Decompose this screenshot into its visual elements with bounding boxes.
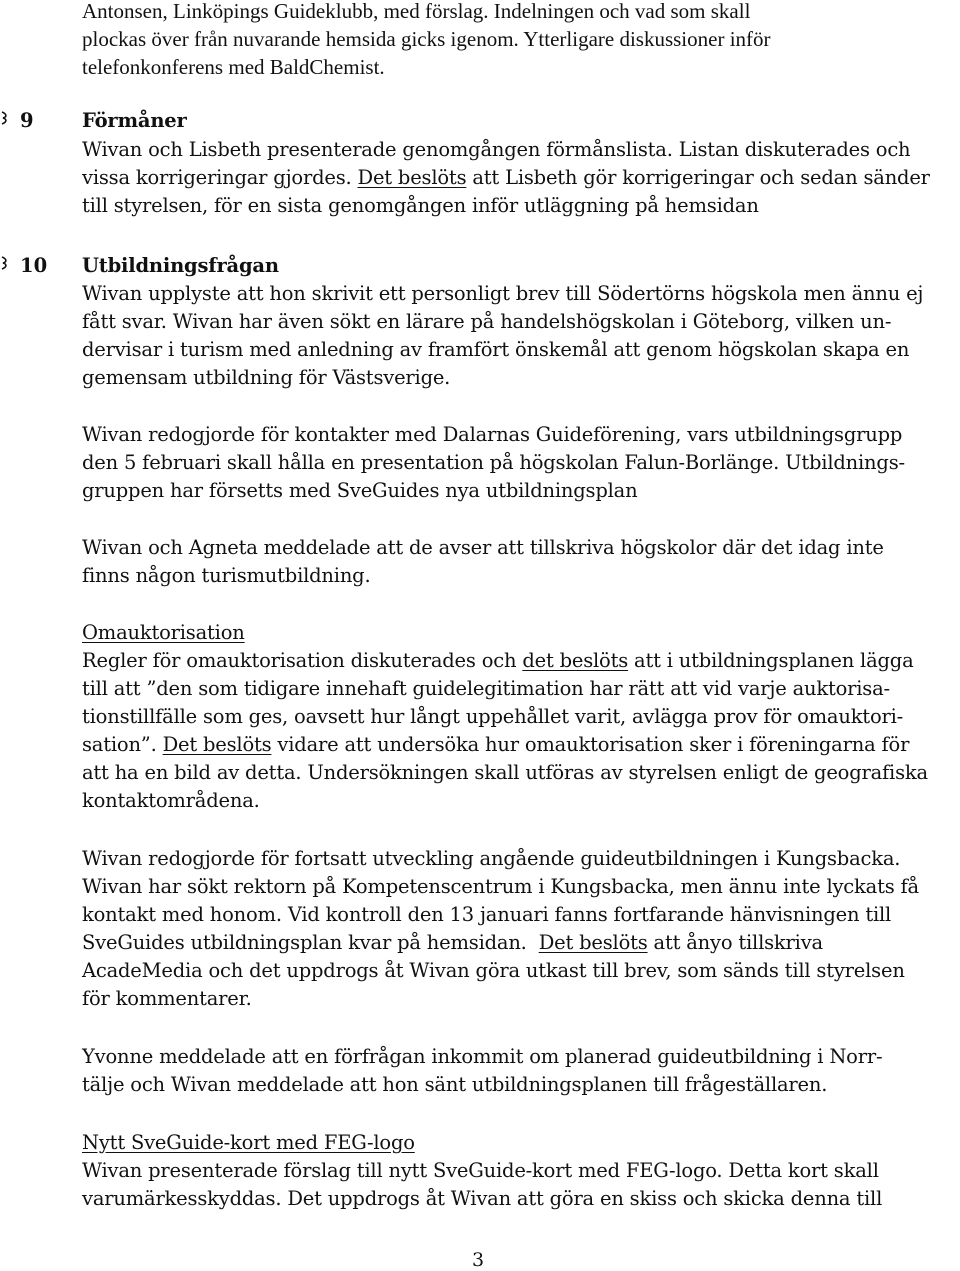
- decision-phrase: Det beslöts: [538, 931, 648, 954]
- text-run: att ånyo tillskriva: [647, 931, 823, 954]
- page-number: 3: [472, 1249, 485, 1271]
- paragraph-line: den 5 februari skall hålla en presentation på högskolan Falun-Borlänge. Utbildnings-: [82, 451, 905, 474]
- sveguide-card-heading: Nytt SveGuide-kort med FEG-logo: [82, 1131, 415, 1154]
- paragraph-line: till att ”den som tidigare innehaft guidelegitimation har rätt att vid varje auktorisa-: [82, 677, 890, 700]
- paragraph-line: tälje och Wivan meddelade att hon sänt utbildningsplanen till frågeställaren.: [82, 1073, 828, 1096]
- paragraph-line: Wivan presenterade förslag till nytt SveGuide-kort med FEG-logo. Detta kort skall: [82, 1159, 879, 1182]
- intro-line-2: plockas över från nuvarande hemsida gicks igenom. Ytterligare diskussioner inför: [82, 27, 771, 51]
- decision-phrase: det beslöts: [522, 649, 629, 672]
- paragraph-line: kontaktområdena.: [82, 789, 260, 812]
- paragraph-line: för kommentarer.: [82, 987, 252, 1010]
- paragraph-line: tionstillfälle som ges, oavsett hur långt uppehållet varit, avlägga prov för omauktori-: [82, 705, 904, 728]
- paragraph-line: AcadeMedia och det uppdrogs åt Wivan göra utkast till brev, som sänds till styrelsen: [82, 959, 905, 982]
- paragraph-line: dervisar i turism med anledning av framfört önskemål att genom högskolan skapa en: [82, 338, 910, 361]
- text-run: vissa korrigeringar gjordes.: [82, 166, 358, 189]
- section-9-number: 9: [20, 109, 34, 132]
- paragraph-line: kontakt med honom. Vid kontroll den 13 januari fanns fortfarande hänvisningen till: [82, 903, 892, 926]
- paragraph-line: [82, 731, 909, 759]
- text-run: sation”.: [82, 733, 163, 756]
- paragraph-line: Wivan och Agneta meddelade att de avser att tillskriva högskolor där det idag inte: [82, 536, 884, 559]
- intro-line-3: telefonkonferens med BaldChemist.: [82, 55, 385, 79]
- text-run: Regler för omauktorisation diskuterades och: [82, 649, 523, 672]
- section-9-line-2: [82, 164, 930, 192]
- omauktorisation-heading: Omauktorisation: [82, 621, 245, 644]
- paragraph-line: Yvonne meddelade att en förfrågan inkommit om planerad guideutbildning i Norr-: [82, 1045, 883, 1068]
- wavy-bullet-icon: [0, 111, 10, 123]
- paragraph-line: Wivan har sökt rektorn på Kompetenscentrum i Kungsbacka, men ännu inte lyckats få: [82, 875, 919, 898]
- section-10-title: Utbildningsfrågan: [82, 254, 279, 277]
- paragraph-line: Wivan redogjorde för fortsatt utveckling angående guideutbildningen i Kungsbacka.: [82, 847, 901, 870]
- paragraph-line: [82, 929, 823, 957]
- paragraph-line: gemensam utbildning för Västsverige.: [82, 366, 451, 389]
- section-9-title: Förmåner: [82, 109, 187, 132]
- paragraph-line: varumärkesskyddas. Det uppdrogs åt Wivan att göra en skiss och skicka denna till: [82, 1187, 883, 1210]
- text-run: att Lisbeth gör korrigeringar och sedan sänder: [466, 166, 930, 189]
- paragraph-line: [82, 647, 914, 675]
- text-run: att i utbildningsplanen lägga: [628, 649, 914, 672]
- decision-phrase: Det beslöts: [357, 166, 467, 189]
- section-10-number: 10: [20, 254, 48, 277]
- paragraph-line: fått svar. Wivan har även sökt en lärare på handelshögskolan i Göteborg, vilken un-: [82, 310, 892, 333]
- intro-line-1: Antonsen, Linköpings Guideklubb, med förslag. Indelningen och vad som skall: [82, 0, 751, 23]
- paragraph-line: finns någon turismutbildning.: [82, 564, 371, 587]
- decision-phrase: Det beslöts: [162, 733, 272, 756]
- text-run: vidare att undersöka hur omauktorisation sker i föreningarna för: [271, 733, 910, 756]
- text-run: SveGuides utbildningsplan kvar på hemsidan.: [82, 931, 539, 954]
- paragraph-line: Wivan redogjorde för kontakter med Dalarnas Guideförening, vars utbildningsgrupp: [82, 423, 903, 446]
- section-9-line-1: Wivan och Lisbeth presenterade genomgången förmånslista. Listan diskuterades och: [82, 138, 911, 161]
- paragraph-line: gruppen har försetts med SveGuides nya utbildningsplan: [82, 479, 638, 502]
- section-9-line-3: till styrelsen, för en sista genomgången inför utläggning på hemsidan: [82, 194, 759, 217]
- paragraph-line: Wivan upplyste att hon skrivit ett personligt brev till Södertörns högskola men ännu ej: [82, 282, 924, 305]
- paragraph-line: att ha en bild av detta. Undersökningen skall utföras av styrelsen enligt de geografiska: [82, 761, 928, 784]
- wavy-bullet-icon: [0, 256, 10, 268]
